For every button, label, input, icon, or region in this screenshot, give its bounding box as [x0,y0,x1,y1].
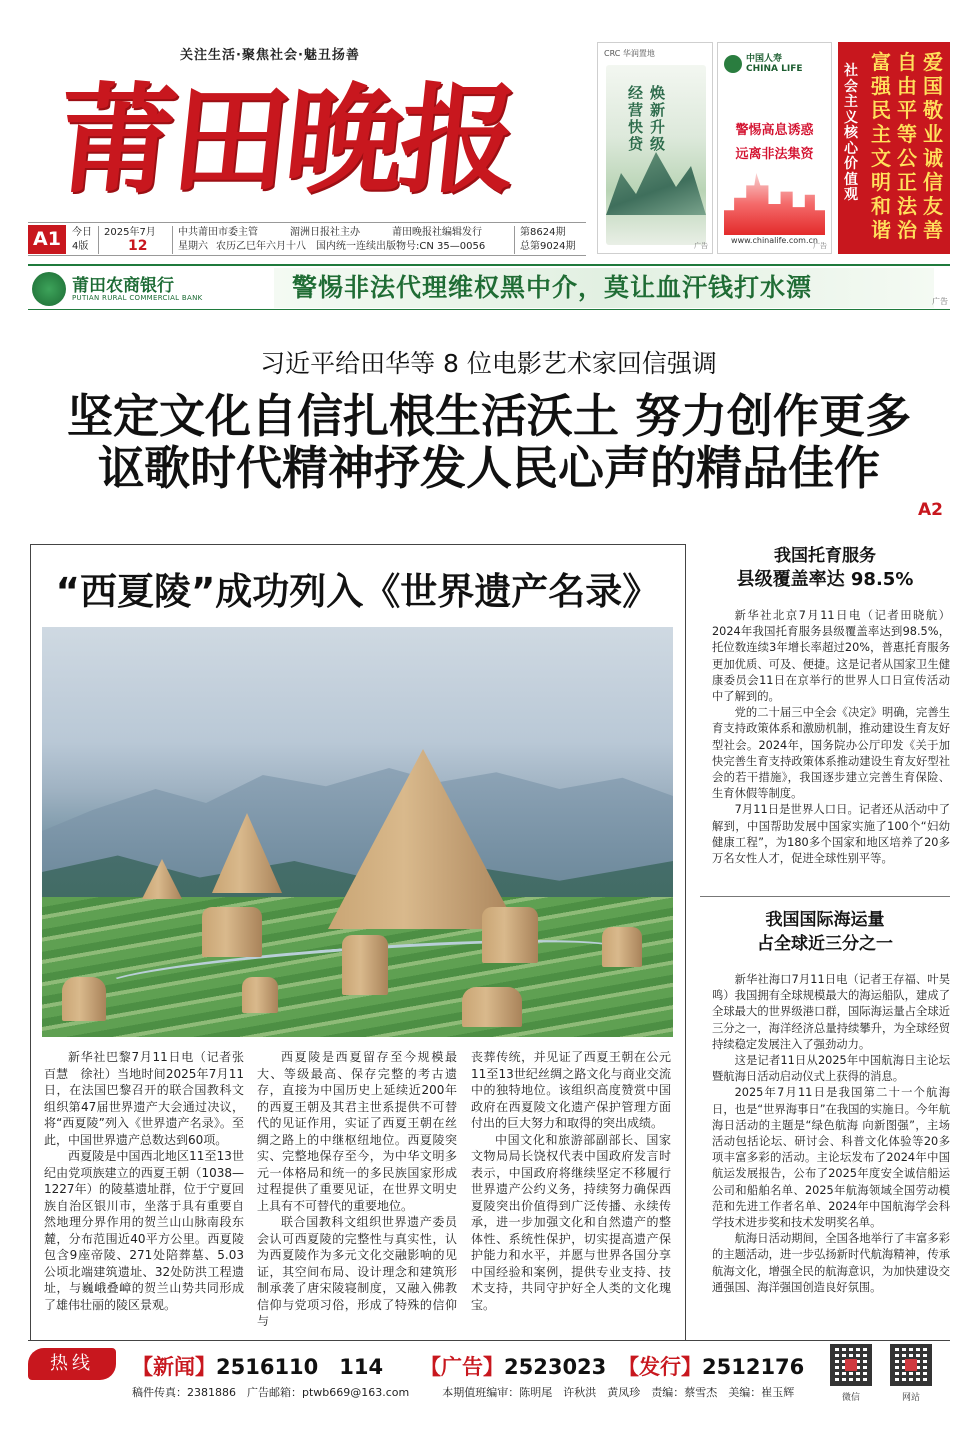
ad-label: 【广告】 [420,1355,504,1379]
paragraph: 西夏陵是西夏留存至今规模最大、等级最高、保存完整的考古遗存，直接为中国历史上延续近200年的西夏王朝及其君主世系提供不可替代的见证作用，实证了西夏王朝在丝绸之路上的中继枢纽地位。西夏陵突实、完整地保存至今，为中华文明多元一体格局和统一的多民族国家形成过程提供了重要见证，在世界文明史上具有不可替代的重要地位。 [257,1050,457,1213]
headline-page-ref[interactable]: A2 [918,500,943,520]
newspaper-title: 莆田晚报 [50,70,522,209]
tomb-mound [462,987,522,1027]
ad2-tag: 广告 [813,242,827,250]
ad1-tag: 广告 [694,242,708,250]
core-values-col3: 爱国敬业诚信友善 [923,50,943,242]
paragraph: 新华社北京7月11日电（记者田晓航）2024年我国托育服务县级覆盖率达到98.5%，托位数连续3年增长率超过20%，普惠托育服务更加优质、可及、便捷。这是记者从国家卫生健康委员会11日在京举行的世界人口日宣传活动中了解到的。 [712,609,950,704]
ad1-logo: CRC 华润置地 [604,49,655,58]
ad2-url: www.chinalife.com.cn [731,236,818,245]
issue-day: 12 [128,238,148,254]
tomb-mound [342,935,388,995]
feature-title[interactable]: “西夏陵”成功列入《世界遗产名录》 [55,570,660,613]
ad2-line1: 警惕高息诱惑 [735,123,814,138]
paragraph: 西夏陵是中国西北地区11至13世纪由党项族建立的西夏王朝（1038—1227年）的陵墓遗址群，位于宁夏回族自治区银川市，坐落于具有重要自然地理分界作用的贺兰山山脉南段东麓，分布范围近40平方公里。西夏陵包含9座帝陵、271处陪葬墓、5.03公顷北端建筑遗址、32处防洪工程遗址，与巍峨叠嶂的贺兰山势共同形成了雄伟壮丽的陵区景观。 [44,1149,244,1312]
paragraph: 联合国教科文组织世界遗产委员会认可西夏陵的完整性与真实性，认为西夏陵作为多元文化交融影响的见证，其空间布局、设计理念和建筑形制承袭了唐宋陵寝制度，又融入佛教信仰与党项习俗，形成了特殊的信仰与 [257,1215,457,1328]
editors: 本期值班编审：陈明尾 许秋洪 黄凤珍 责编：蔡雪杰 美编：崔玉辉 [442,1386,795,1399]
china-life-logo-icon [724,55,742,73]
edition-info-bar [28,222,586,256]
issue-date: 2025年7月 [104,227,156,238]
ad-email[interactable]: 广告邮箱：ptwb669@163.com [247,1386,410,1399]
core-values-label: 社会主义核心价值观 [844,63,858,203]
page-number-badge: A1 [28,225,66,254]
ad1-line1: 经营快贷 [628,84,644,153]
ad-china-life[interactable] [717,42,832,254]
paragraph: 这是记者11日从2025年中国航海日主论坛暨航海日活动启动仪式上获得的消息。 [712,1054,950,1084]
ad1-line2: 焕新升级 [650,84,666,153]
paragraph: 丧葬传统，并见证了西夏王朝在公元11至13世纪丝绸之路文化与商业交流中的独特地位。该组织高度赞赏中国政府在西夏陵文化遗产保护管理方面付出的巨大努力和取得的突出成绩。 [471,1050,671,1130]
ad-number: 2523023 [504,1355,607,1379]
bank-name: 莆田农商银行 [72,276,174,296]
tomb-mound [242,977,278,1013]
footer-contact-line [132,1384,794,1400]
paragraph: 7月11日是世界人口日。记者还从活动中了解到，中国帮助发展中国家实施了100个“妇幼健康工程”，为180多个国家和地区培养了20多万名女性人才，促进全球性别平等。 [712,803,950,866]
childcare-title-2[interactable]: 县级覆盖率达 98.5% [736,569,914,590]
feature-article [30,544,686,1341]
ad2-logo-en: CHINA LIFE [746,64,803,74]
footer-hotline [28,1344,950,1416]
distribution-hotline[interactable] [618,1351,804,1381]
cn-number: 国内统一连续出版物号:CN 35—0056 [316,241,486,252]
news-label: 【新闻】 [132,1355,216,1379]
childcare-article [712,608,950,867]
bank-name-en: PUTIAN RURAL COMMERCIAL BANK [72,294,203,302]
ad2-logo-cn: 中国人寿 [746,54,783,64]
publisher-label: 莆田晚报社编辑发行 [392,227,482,238]
feature-column-3 [471,1049,671,1313]
scroll-illustration [606,65,706,245]
headline-kicker: 习近平给田华等 8 位电影艺术家回信强调 [260,349,717,378]
feature-column-1 [44,1049,244,1313]
core-values-col1: 富强民主文明和谐 [871,50,891,242]
bank-ad-tag: 广告 [932,297,948,306]
divider [700,896,950,897]
china-life-logo [718,47,831,81]
city-skyline-illustration [724,173,825,235]
website-qr-label: 网站 [901,1393,920,1403]
core-values-col2: 自由平等公正法治 [897,50,917,242]
bank-logo-icon [32,272,66,306]
lunar-date: 农历乙巳年六月十八 [216,241,306,252]
headline-line2[interactable]: 讴歌时代精神抒发人民心声的精品佳作 [98,441,880,495]
tomb-mound [62,977,106,1021]
childcare-title-1[interactable]: 我国托育服务 [774,546,876,566]
shipping-article [712,972,950,1296]
xixia-tombs-photo [42,627,673,1037]
feature-column-2 [257,1049,457,1330]
news-hotline[interactable] [132,1351,383,1381]
paragraph: 航海日活动期间，全国各地举行了丰富多彩的主题活动，进一步弘扬新时代航海精神，传承航海文化，增强全民的航海意识，为加快建设交通强国、海洋强国创造良好氛围。 [712,1232,950,1294]
core-values-panel [838,42,950,254]
total-issue-number: 总第9024期 [520,241,576,252]
ad-hotline[interactable] [420,1351,606,1381]
hotline-badge: 热线 [28,1348,116,1380]
bank-slogan: 警惕非法代理维权黑中介，莫让血汗钱打水漂 [274,268,934,308]
host-label: 湄洲日报社主办 [290,227,360,238]
distribution-number: 2512176 [702,1355,805,1379]
edition-count: 4版 [72,241,89,252]
tomb-mound [202,907,262,957]
wechat-qr-icon[interactable] [830,1344,872,1386]
tomb-mound [602,927,642,967]
mountain-illustration [606,145,706,215]
paragraph: 新华社巴黎7月11日电（记者张百慧 徐社）当地时间2025年7月11日，在法国巴黎召开的联合国教科文组织第47届世界遗产大会通过决议，将“西夏陵”列入《世界遗产名录》。至此，中国世界遗产总数达到60项。 [44,1050,244,1147]
headline-line1[interactable]: 坚定文化自信扎根生活沃土 努力创作更多 [66,389,911,443]
distribution-label: 【发行】 [618,1355,702,1379]
today-label: 今日 [72,227,92,238]
weekday-label: 星期六 [178,241,208,252]
shipping-title-1[interactable]: 我国国际海运量 [765,910,885,930]
tomb-mound [482,907,538,963]
fax: 稿件传真：2381886 [132,1386,236,1399]
ad2-line2: 远离非法集资 [735,147,814,162]
paragraph: 新华社海口7月11日电（记者王存福、叶昊鸣）我国拥有全球规模最大的海运船队，建成了全球最大的世界级港口群，国际海运量占全球近三分之一，海洋经济总量持续攀升，为全球经贸持续稳定发展注入了强劲动力。 [712,973,950,1051]
sponsor-label: 中共莆田市委主管 [178,227,258,238]
news-number: 2516110 114 [216,1355,384,1379]
bank-ad-strip[interactable] [28,264,950,310]
issue-number: 第8624期 [520,227,566,238]
footer-rule [28,1340,950,1341]
wechat-qr-label: 微信 [841,1393,860,1403]
paragraph: 2025年7月11日是我国第二十一个航海日，也是“世界海事日”在我国的实施日。今年航海日活动的主题是“绿色航海 向新图强”，主场活动包括论坛、研讨会、科普文化体验等20多项丰富多彩的活动。主论坛发布了2024年中国航运发展报告，公布了2025年度安全诚信船运公司和船舶名单、2025年航海领域全国劳动模范和先进工作者名单、2024年中国航海学会科学技术进步奖和技术发明奖名单。 [712,1086,950,1230]
shipping-title-2[interactable]: 占全球近三分之一 [757,934,893,954]
paragraph: 中国文化和旅游部副部长、国家文物局局长饶权代表中国政府发言时表示，中国政府将继续坚定不移履行世界遗产公约义务，持续努力确保西夏陵突出价值得到广泛传播、永续传承，进一步加强文化和自然遗产的整体性、系统性保护，切实提高遗产保护能力和水平，并愿与世界各国分享中国经验和案例，提供专业支持、技术支持，共同守护好全人类的文化瑰宝。 [471,1132,671,1312]
masthead-slogan: 关注生活·聚焦社会·魅丑扬善 [180,48,360,63]
website-qr-icon[interactable] [890,1344,932,1386]
paragraph: 党的二十届三中全会《决定》明确，完善生育支持政策体系和激励机制，推动建设生育友好型社会。2024年，国务院办公厅印发《关于加快完善生育支持政策体系推动建设生育友好型社会的若干措施》，我国逐步建立完善生育保险、生育休假等制度。 [712,706,950,801]
ad-bank-loan[interactable] [597,42,713,254]
